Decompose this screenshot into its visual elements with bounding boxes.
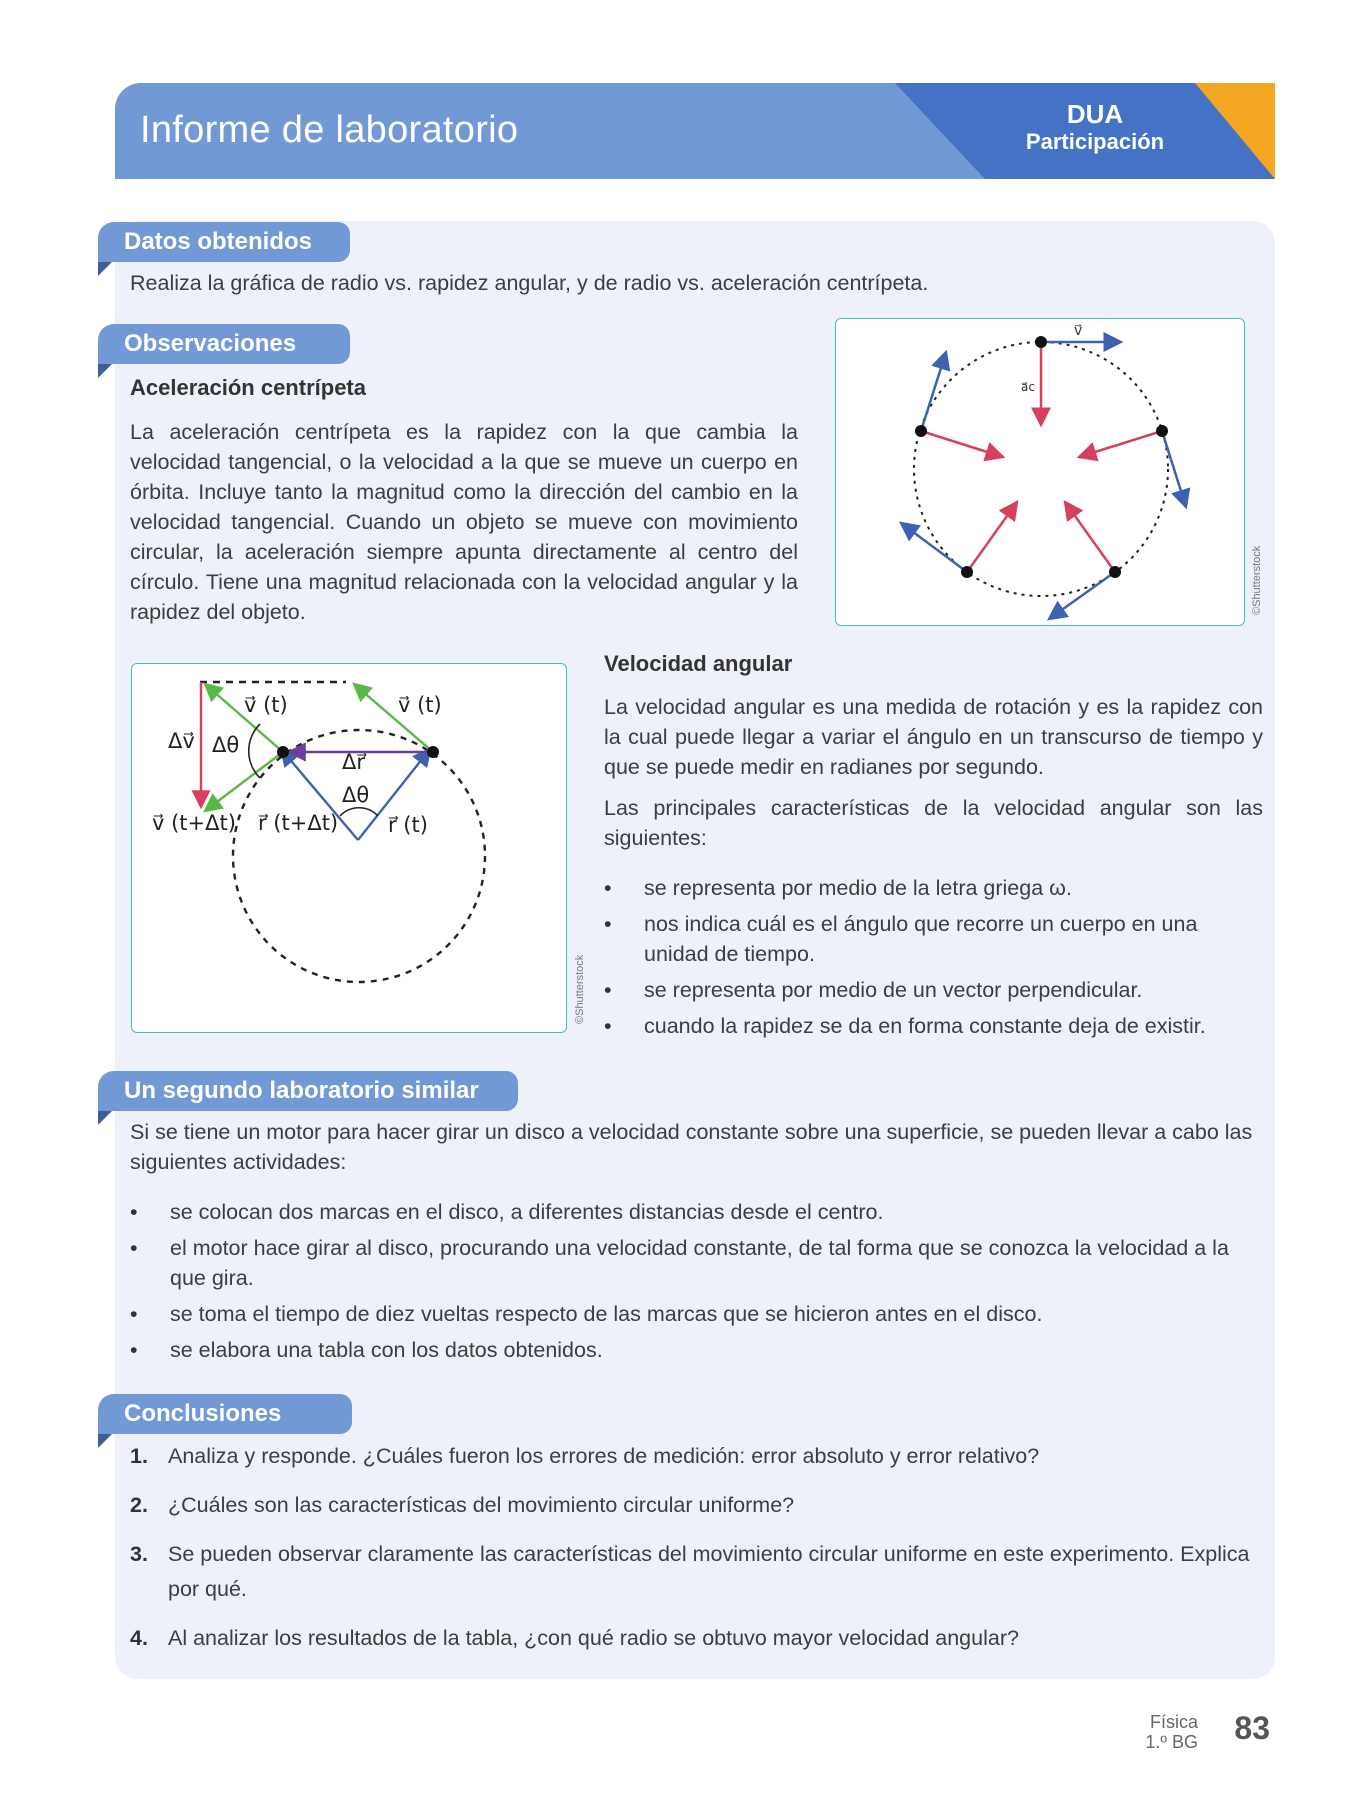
list-item: • nos indica cuál es el ángulo que recorre un cuerpo en una unidad de tiempo.: [604, 909, 1263, 969]
label-delta-v: Δv⃗: [168, 729, 195, 753]
list-item: [130, 1621, 1265, 1656]
label-v-t-left: v⃗ (t): [244, 693, 288, 717]
angular-diagram: [132, 664, 566, 1032]
item-text: Se pueden observar claramente las características del movimiento circular uniforme en este experimento. Explica por qué.: [168, 1542, 1250, 1601]
item-number: 3.: [130, 1542, 148, 1566]
page-number: 83: [1234, 1710, 1270, 1746]
velocidad-paragraph: La velocidad angular es una medida de rotación y es la rapidez con la cual puede llegar a variar el ángulo en un transcurso de tiempo y que se puede medir en radianes por segundo.: [604, 695, 1263, 779]
section-heading-segundo: Un segundo laboratorio similar: [98, 1071, 518, 1111]
list-item: • cuando la rapidez se da en forma constante deja de existir.: [604, 1011, 1263, 1041]
figure-centripetal: [835, 318, 1245, 626]
conclusiones-list: [130, 1439, 1265, 1670]
datos-text: Realiza la gráfica de radio vs. rapidez angular, y de radio vs. aceleración centrípeta.: [130, 271, 929, 295]
label-r-t-dt: r⃗ (t+Δt): [258, 811, 339, 835]
aceleracion-paragraph: La aceleración centrípeta es la rapidez con la que cambia la velocidad tangencial, o la velocidad a la que se mueve un cuerpo en órbita. Incluye tanto la magnitud como la dirección del cambio en la velocidad tangencial. Cuando un objeto se mueve con movimiento circular, la aceleración siempre apunta directamente al centro del círculo. Tiene una magnitud relacionada con la velocidad angular y la rapidez del objeto.: [130, 420, 798, 624]
list-item: [130, 1439, 1265, 1474]
page-header: [115, 83, 1275, 179]
page-title: Informe de laboratorio: [140, 109, 519, 151]
label-v: v⃗: [1074, 323, 1083, 339]
subheading-aceleracion: Aceleración centrípeta: [130, 375, 366, 400]
caracteristicas-paragraph: Las principales características de la velocidad angular son las siguientes:: [604, 796, 1263, 850]
item-text: ¿Cuáles son las características del movimiento circular uniforme?: [168, 1493, 795, 1517]
list-item: • el motor hace girar al disco, procurando una velocidad constante, de tal forma que se conozca la velocidad a la que gira.: [130, 1233, 1265, 1293]
section-heading-datos: Datos obtenidos: [98, 222, 350, 262]
segundo-bullet-list: [130, 1197, 1265, 1371]
label-delta-theta-left: Δθ: [212, 733, 240, 757]
footer-grade: 1.º BG: [1145, 1732, 1198, 1752]
subheading-velocidad-angular: Velocidad angular: [604, 651, 793, 676]
dua-badge: [1015, 99, 1175, 155]
item-text: Analiza y responde. ¿Cuáles fueron los errores de medición: error absoluto y error relativo?: [168, 1444, 1040, 1468]
label-v-t-right: v⃗ (t): [398, 693, 442, 717]
item-number: 1.: [130, 1444, 148, 1468]
credit-fig1: ©Shutterstock: [1251, 545, 1263, 615]
velocidad-bullet-list: [604, 873, 1263, 1047]
segundo-intro: Si se tiene un motor para hacer girar un disco a velocidad constante sobre una superficie, se pueden llevar a cabo las siguientes actividades:: [130, 1120, 1253, 1174]
dua-sublabel: Participación: [1025, 129, 1165, 154]
item-number: 2.: [130, 1493, 148, 1517]
credit-fig2: ©Shutterstock: [574, 954, 586, 1024]
footer-subject: [1078, 1712, 1198, 1752]
list-item: • se toma el tiempo de diez vueltas respecto de las marcas que se hicieron antes en el disco.: [130, 1299, 1265, 1329]
section-heading-observaciones: Observaciones: [98, 324, 350, 364]
label-v-t-dt: v⃗ (t+Δt): [152, 811, 236, 835]
footer-subject-name: Física: [1149, 1712, 1198, 1732]
list-item: • se colocan dos marcas en el disco, a diferentes distancias desde el centro.: [130, 1197, 1265, 1227]
label-r-t: r⃗ (t): [388, 813, 428, 837]
figure-angular: [131, 663, 567, 1033]
label-delta-theta-center: Δθ: [342, 783, 370, 807]
list-item: • se elabora una tabla con los datos obtenidos.: [130, 1335, 1265, 1365]
list-item: [130, 1537, 1265, 1607]
list-item: [130, 1488, 1265, 1523]
label-ac: a⃗c: [1021, 380, 1035, 394]
label-delta-r: Δr⃗: [342, 750, 365, 774]
item-text: Al analizar los resultados de la tabla, ¿con qué radio se obtuvo mayor velocidad angular?: [168, 1626, 1019, 1650]
list-item: • se representa por medio de un vector perpendicular.: [604, 975, 1263, 1005]
section-heading-conclusiones: Conclusiones: [98, 1394, 352, 1434]
centripetal-diagram: [836, 319, 1244, 625]
list-item: • se representa por medio de la letra griega ω.: [604, 873, 1263, 903]
dua-label: DUA: [1066, 99, 1124, 129]
item-number: 4.: [130, 1626, 148, 1650]
